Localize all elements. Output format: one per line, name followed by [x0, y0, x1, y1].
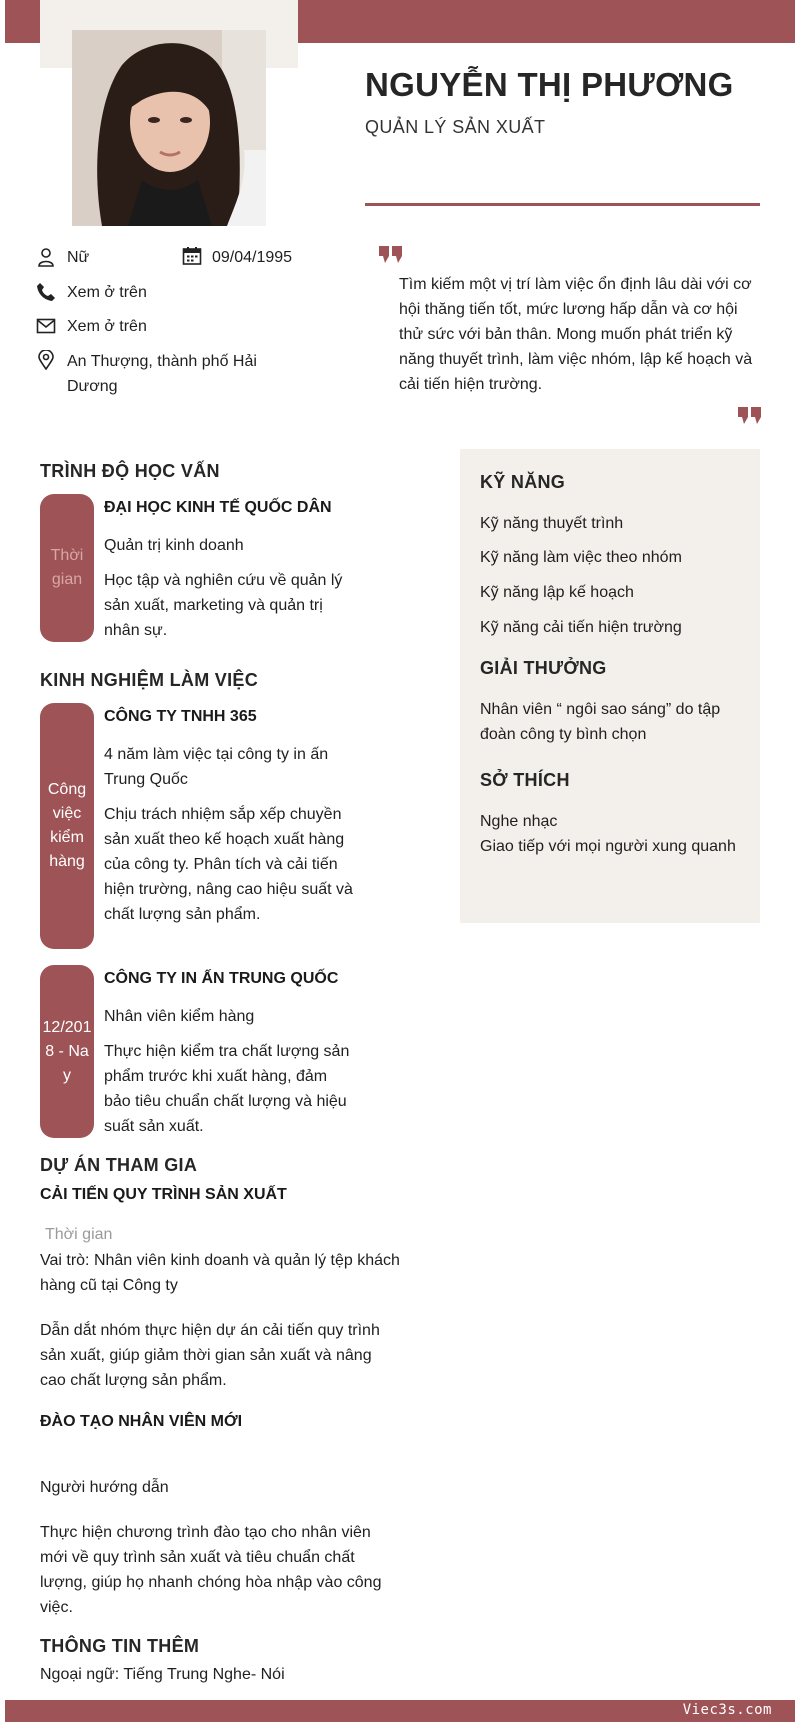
skill-item: Kỹ năng cải tiến hiện trường [480, 619, 682, 636]
header-divider [365, 203, 760, 206]
skill-item: Kỹ năng lập kế hoạch [480, 584, 634, 601]
project-role-2: Người hướng dẫn [40, 1479, 169, 1496]
experience-description-2: Thực hiện kiểm tra chất lượng sản phẩm trước khi xuất hàng, đảm bảo tiêu chuẩn chất lượng và hiệu suất sản xuất. [104, 1043, 350, 1135]
location-icon [36, 350, 56, 370]
quote-close-icon [738, 407, 762, 425]
project-time-1: Thời gian [45, 1226, 113, 1243]
hobby-item: Giao tiếp với mọi người xung quanh [480, 838, 736, 855]
experience-description-1: Chịu trách nhiệm sắp xếp chuyền sản xuất theo kế hoạch xuất hàng của công ty. Phân tích và cải tiến hiện trường, nâng cao hiệu suất và chất lượng sản phẩm. [104, 806, 353, 923]
skill-item: Kỹ năng làm việc theo nhóm [480, 549, 682, 566]
skill-item: Kỹ năng thuyết trình [480, 515, 624, 532]
awards-title: GIẢI THƯỞNG [480, 658, 607, 678]
hobby-item: Nghe nhạc [480, 813, 558, 830]
education-title: TRÌNH ĐỘ HỌC VẤN [40, 461, 220, 481]
gender-value: Nữ [67, 249, 90, 266]
education-major: Quản trị kinh doanh [104, 537, 244, 554]
calendar-icon [182, 246, 202, 266]
additional-text: Ngoại ngữ: Tiếng Trung Nghe- Nói [40, 1666, 285, 1683]
candidate-position: QUẢN LÝ SẢN XUẤT [365, 117, 546, 137]
experience-role-1: 4 năm làm việc tại công ty in ấn Trung Quốc [104, 746, 329, 788]
email-value: Xem ở trên [67, 318, 147, 335]
quote-open-icon [379, 246, 403, 264]
phone-value: Xem ở trên [67, 284, 147, 301]
award-item: Nhân viên “ ngôi sao sáng” do tập đoàn công ty bình chọn [480, 701, 721, 743]
career-objective: Tìm kiếm một vị trí làm việc ổn định lâu dài với cơ hội thăng tiến tốt, mức lương hấp dẫn và cơ hội thử sức với bản thân. Mong muốn phát triển kỹ năng thuyết trình, làm việc nhóm, lập kế hoạch và cải tiến hiện trường. [399, 276, 753, 393]
phone-icon [36, 282, 56, 302]
experience-company-2: CÔNG TY IN ẤN TRUNG QUỐC [104, 970, 339, 987]
education-time: Thời gian [40, 494, 94, 642]
project-name-1: CẢI TIẾN QUY TRÌNH SẢN XUẤT [40, 1186, 287, 1203]
hobbies-title: SỞ THÍCH [480, 770, 570, 790]
project-role-1: Vai trò: Nhân viên kinh doanh và quản lý tệp khách hàng cũ tại Công ty [40, 1252, 400, 1294]
user-icon [36, 247, 56, 267]
project-name-2: ĐÀO TẠO NHÂN VIÊN MỚI [40, 1413, 243, 1430]
experience-time-1: Công việc kiểm hàng [40, 703, 94, 949]
education-description: Học tập và nghiên cứu về quản lý sản xuất, marketing và quản trị nhân sự. [104, 572, 343, 639]
avatar [72, 30, 266, 226]
experience-title: KINH NGHIỆM LÀM VIỆC [40, 670, 259, 690]
mail-icon [36, 316, 56, 336]
projects-title: DỰ ÁN THAM GIA [40, 1155, 198, 1175]
birthday-value: 09/04/1995 [212, 249, 293, 266]
address-value: An Thượng, thành phố Hải Dương [67, 353, 257, 395]
additional-title: THÔNG TIN THÊM [40, 1636, 200, 1656]
watermark: Viec3s.com [682, 1702, 772, 1718]
experience-role-2: Nhân viên kiểm hàng [104, 1008, 255, 1025]
experience-time-2: 12/2018 - Nay [40, 965, 94, 1138]
experience-company-1: CÔNG TY TNHH 365 [104, 708, 257, 725]
education-school: ĐẠI HỌC KINH TẾ QUỐC DÂN [104, 499, 332, 516]
bottom-accent-bar [5, 1700, 795, 1722]
skills-title: KỸ NĂNG [480, 472, 566, 492]
project-description-2: Thực hiện chương trình đào tạo cho nhân viên mới về quy trình sản xuất và tiêu chuẩn chất lượng, giúp họ nhanh chóng hòa nhập vào công việc. [40, 1524, 382, 1616]
candidate-name: NGUYỄN THỊ PHƯƠNG [365, 66, 734, 103]
project-description-1: Dẫn dắt nhóm thực hiện dự án cải tiến quy trình sản xuất, giúp giảm thời gian sản xuất và nâng cao chất lượng sản phẩm. [40, 1322, 380, 1389]
